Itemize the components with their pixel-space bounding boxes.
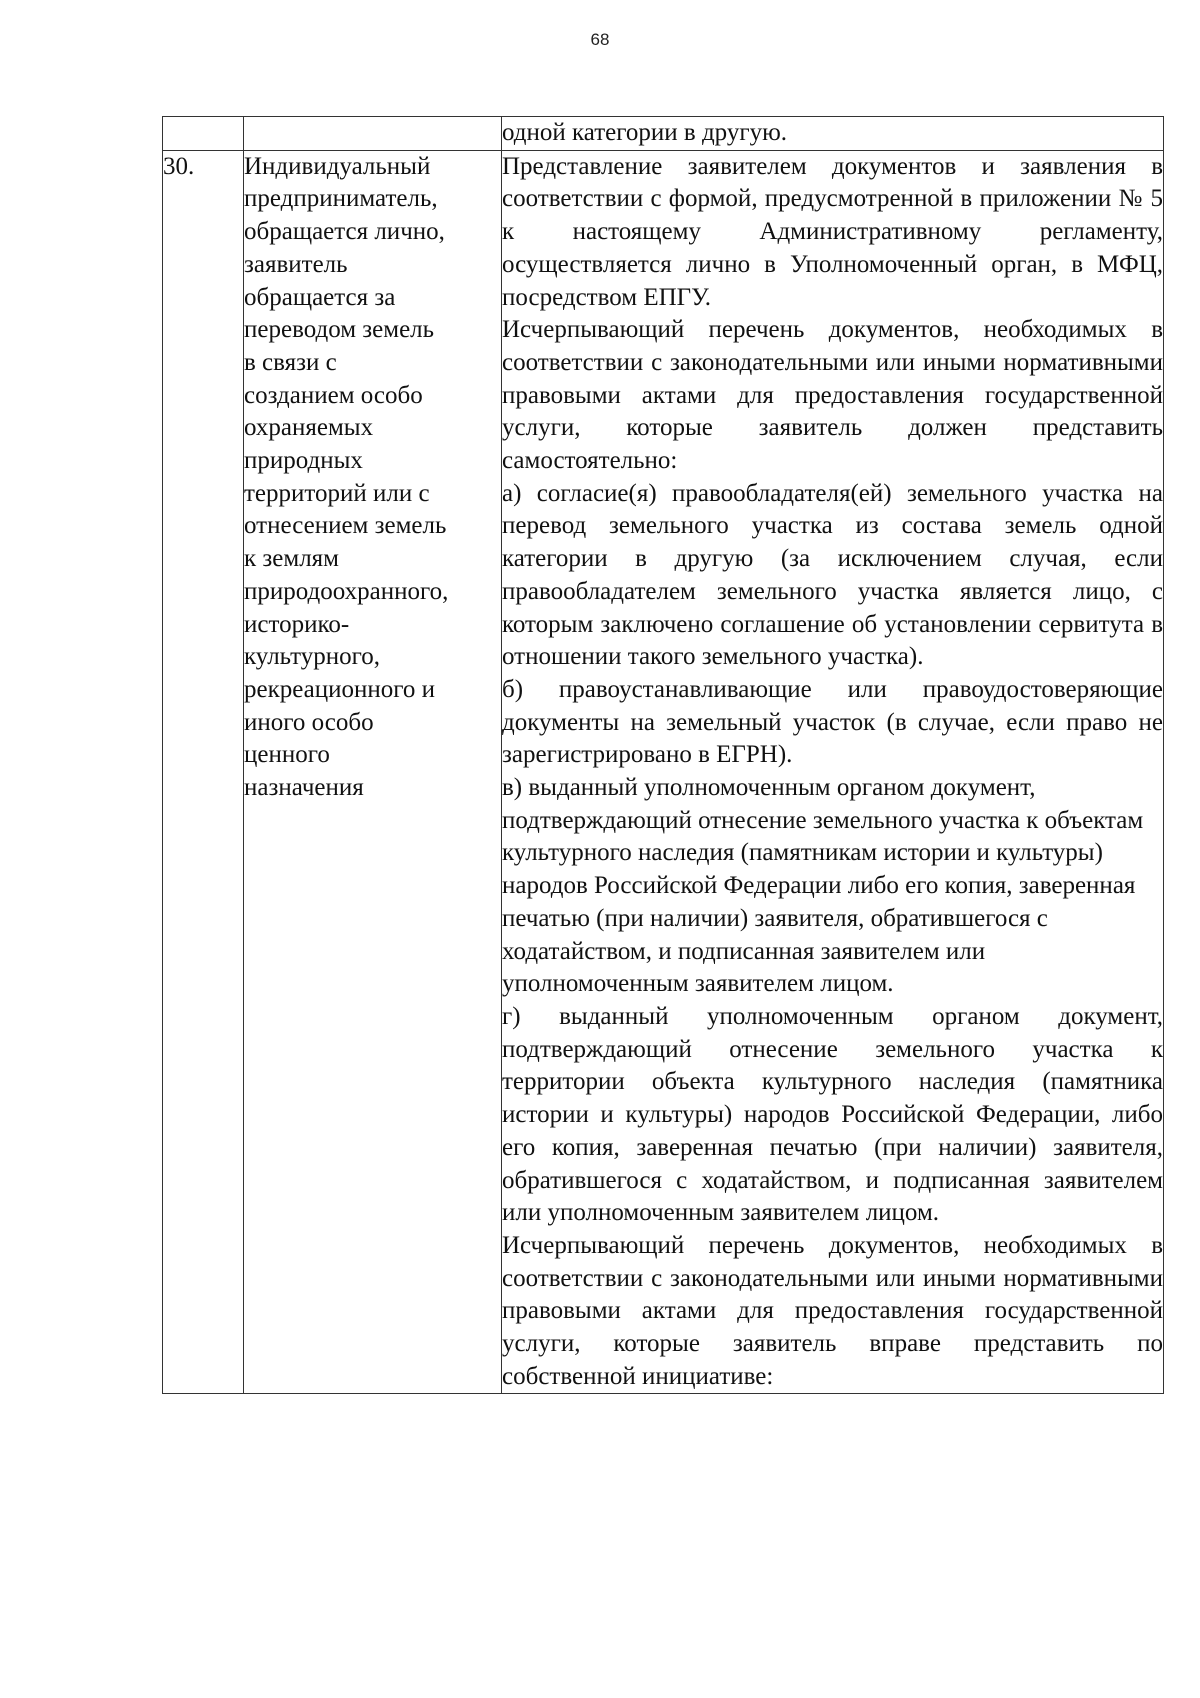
applicant-line: предприниматель, [244,185,438,213]
applicant-line: переводом земель [244,316,435,344]
applicant-line: созданием особо [244,381,423,409]
applicant-line: обращается за [244,283,396,311]
applicant-line: иного особо [244,708,374,736]
procedure-paragraph-optional-list: Исчерпывающий перечень документов, необходимых в соответствии с законодательными или иными нормативными правовыми актами для предоставления государственной услуги, которые заявитель вправе представить по собственной инициативе: [502,1231,1163,1390]
row-number: 30. [163,152,195,180]
applicant-line: историко- [244,610,350,638]
applicant-line: заявитель [244,250,348,278]
applicant-line: природных [244,447,363,475]
cell-applicant [244,150,502,1394]
document-table [162,116,1164,1394]
applicant-line: территорий или с [244,479,430,507]
cell-number-empty [163,117,244,151]
procedure-item-g: г) выданный уполномоченным органом документ, подтверждающий отнесение земельного участка к территории объекта культурного наследия (памятника истории и культуры) народов Российской Федерации, либо его копия, заверенная печатью (при наличии) заявителя, обратившегося с ходатайством, и подписанная заявителем или уполномоченным заявителем лицом. [502,1002,1163,1227]
applicant-line: отнесением земель [244,512,447,540]
applicant-line: культурного, [244,643,380,671]
procedure-paragraph-required-list: Исчерпывающий перечень документов, необходимых в соответствии с законодательными или иными нормативными правовыми актами для предоставления государственной услуги, которые заявитель должен представить самостоятельно: [502,316,1163,475]
applicant-line: Индивидуальный [244,152,431,180]
page-number: 68 [590,30,610,49]
table-row-30 [163,150,1164,1394]
procedure-item-v: в) выданный уполномоченным органом документ, подтверждающий отнесение земельного участка к объектам культурного наследия (памятникам истории и культуры) народов Российской Федерации либо его копия, заверенная печатью (при наличии) заявителя, обратившегося с ходатайством, и подписанная заявителем или уполномоченным заявителем лицом. [502,774,1144,998]
cell-applicant-empty [244,117,502,151]
applicant-line: рекреационного и [244,675,436,703]
applicant-line: к землям [244,545,339,573]
table-row-continuation [163,117,1164,151]
applicant-line: природоохранного, [244,577,449,605]
cell-continuation [502,117,1164,151]
applicant-line: обращается лично, [244,218,445,246]
cell-row-number [163,150,244,1394]
applicant-line: в связи с [244,348,337,376]
procedure-item-a: а) согласие(я) правообладателя(ей) земельного участка на перевод земельного участка из состава земель одной категории в другую (за исключением случая, если правообладателем земельного участка является лицо, с которым заключено соглашение об установлении сервитута в отношении такого земельного участка). [502,479,1163,671]
applicant-line: охраняемых [244,414,374,442]
cell-procedure [502,150,1164,1394]
procedure-paragraph-submission: Представление заявителем документов и заявления в соответствии с формой, предусмотренной в приложении № 5 к настоящему Административному регламенту, осуществляется лично в Уполномоченный орган, в МФЦ, посредством ЕПГУ. [502,152,1163,311]
applicant-line: ценного [244,741,330,769]
procedure-item-b: б) правоустанавливающие или правоудостоверяющие документы на земельный участок (в случае, если право не зарегистрировано в ЕГРН). [502,675,1163,769]
applicant-line: назначения [244,774,364,802]
continuation-text: одной категории в другую. [502,119,788,146]
